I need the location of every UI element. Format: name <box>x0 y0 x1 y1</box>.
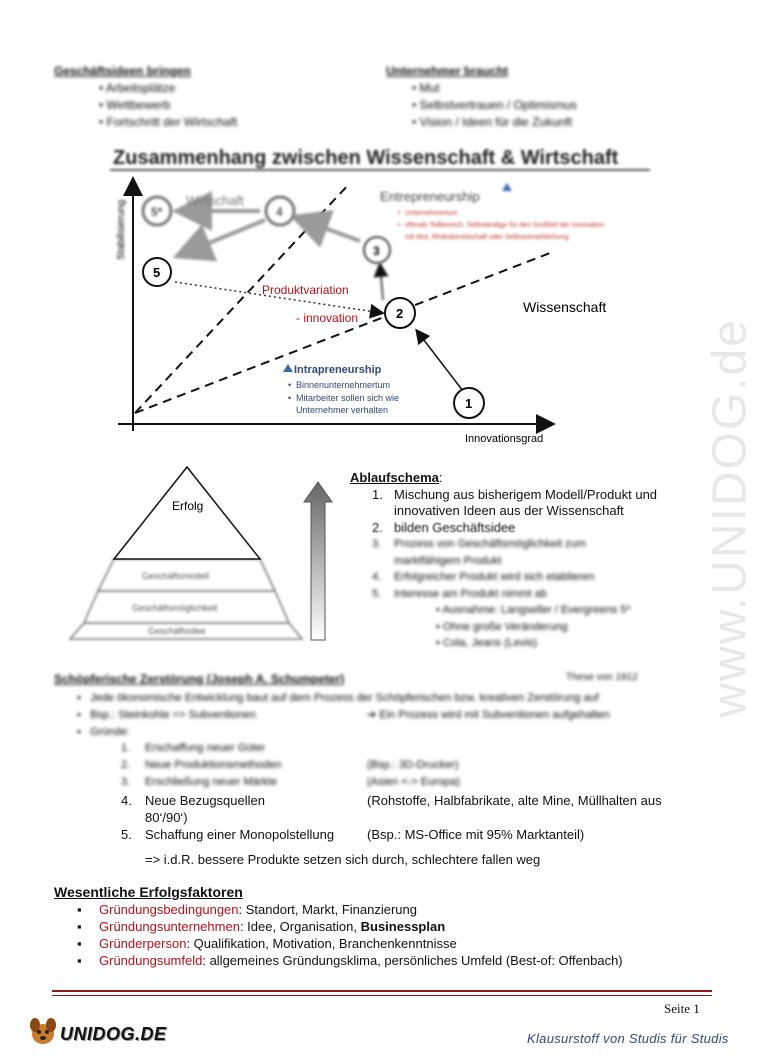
svg-text:2: 2 <box>396 306 404 321</box>
svg-text:5: 5 <box>153 265 161 280</box>
diagram-title: Zusammenhang zwischen Wissenschaft & Wirtschaft <box>113 147 619 169</box>
logo-text: UNIDOG.DE <box>60 1024 167 1044</box>
gradient-arrow-icon <box>304 482 332 640</box>
x-axis-label: Innovationsgrad <box>465 433 544 445</box>
list-item: 2. Neue Produktionsmethoden (Bsp.: 3D-Drucker) <box>121 759 459 771</box>
schumpeter-reasons <box>121 740 681 868</box>
list-item: Gründerperson: Qualifikation, Motivation, Branchenkenntnisse <box>99 936 457 951</box>
schumpeter-bullets: ▪ Jede ökonomische Entwicklung baut auf dem Prozess der Schöpferischen bzw. kreativen Zerstörung auf ▪ Bsp.: Steinkohle => Subventionen ➔ Ein Prozess wird mit Subventionen aufgehalten ▪ Gründe: <box>77 692 610 738</box>
list-item: 80‘/90‘) <box>145 810 188 825</box>
top-left-heading: Geschäftsideen bringen <box>54 64 191 78</box>
produktvariation-label-2: - innovation <box>296 311 359 325</box>
svg-text:mit Mut, Risikobereitschaft od: mit Mut, Risikobereitschaft oder Selbstverwirklichung <box>405 234 569 241</box>
svg-text:1: 1 <box>465 396 473 411</box>
list-item: 5. Schaffung einer Monopolstellung (Bsp.: MS-Office mit 95% Marktanteil) <box>121 827 585 842</box>
triangle-icon <box>283 364 293 372</box>
ablaufschema: Ablaufschema: 1. Mischung aus bisherigem Modell/Produkt und innovativen Ideen aus der Wissenschaft 2. bilden Geschäftsidee 3. Prozess von Geschäftsmöglichkeit zum marktfähigem Produkt 4. Erfolgreicher Produkt wird sich etablieren 5. Interesse am Produkt nimmt ab • Ausnahme: Langseller / Evergreens 5* • Ohne große Veränderung • Cola, Jeans (Levis) <box>350 470 658 649</box>
unidog-logo <box>26 1014 60 1053</box>
schumpeter-conclusion: => i.d.R. bessere Produkte setzen sich durch, schlechtere fallen weg <box>145 852 541 867</box>
svg-text:Unternehmertum: Unternehmertum <box>405 210 458 217</box>
intrapreneurship-title: Intrapreneurship <box>294 364 382 376</box>
svg-text:•: • <box>288 393 292 403</box>
list-item: • Arbeitsplätze <box>99 81 176 95</box>
list-item: • Selbstvertrauen / Optimismus <box>412 98 577 112</box>
svg-text:•: • <box>398 210 401 217</box>
watermark: www.UNIDOG.de <box>703 318 757 718</box>
list-item: • Vision / Ideen für die Zukunft <box>412 115 573 129</box>
pyramid-top <box>114 467 260 559</box>
svg-text:•: • <box>398 222 401 229</box>
list-item: Gründungsumfeld: allgemeines Gründungsklima, persönliches Umfeld (Best-of: Offenbach) <box>99 953 623 968</box>
schumpeter-heading: Schöpferische Zerstörung (Joseph A. Schumpeter) <box>54 672 345 686</box>
list-item: • Mut <box>412 81 440 95</box>
wissenschaft-wirtschaft-diagram <box>0 135 750 455</box>
schumpeter-note: These von 1912 <box>566 672 638 683</box>
list-item: • Fortschritt der Wirtschaft <box>99 115 238 129</box>
svg-text:oftmals Teilbereich, Selbständ: oftmals Teilbereich, Selbständige für den Großteil der Innovation <box>405 222 605 229</box>
schumpeter-heading-row <box>54 672 704 686</box>
svg-text:Unternehmer verhalten: Unternehmer verhalten <box>296 405 389 415</box>
wissenschaft-label: Wissenschaft <box>523 299 607 315</box>
top-left-list <box>54 64 354 131</box>
dog-icon <box>26 1014 60 1048</box>
entrepreneurship-title: Entrepreneurship <box>380 189 480 204</box>
svg-text:4: 4 <box>276 205 283 219</box>
erfolg-pyramid <box>50 462 350 642</box>
list-item: Gründungsbedingungen: Standort, Markt, Finanzierung <box>99 902 417 917</box>
list-item: Gründungsunternehmen: Idee, Organisation, Businessplan <box>99 919 446 934</box>
pyramid-level-2: Geschäftsmöglichkeit <box>132 603 218 613</box>
wirtschaft-label: Wirtschaft <box>186 193 244 208</box>
footer-tagline: Klausurstoff von Studis für Studis <box>527 1031 729 1046</box>
list-item: 1. Erschaffung neuer Güter <box>121 742 266 754</box>
list-item: 4. Neue Bezugsquellen (Rohstoffe, Halbfabrikate, alte Mine, Müllhalten aus <box>121 793 662 808</box>
y-axis-label: Stabilisierung <box>116 199 127 260</box>
ablauf-heading: Ablaufschema <box>350 470 439 485</box>
list-item: 3. Erschließung neuer Märkte (Asien <-> Europa) <box>121 776 460 788</box>
svg-text:Mitarbeiter sollen sich wie: Mitarbeiter sollen sich wie <box>296 393 400 403</box>
svg-text:Binnenunternehmertum: Binnenunternehmertum <box>296 380 391 390</box>
pyramid-level-1: Geschäftsmodell <box>142 571 210 581</box>
erfolgsfaktoren <box>54 884 734 969</box>
footer-line <box>52 990 712 992</box>
produktvariation-label: Produktvariation <box>262 283 349 297</box>
erfolgsfaktoren-heading: Wesentliche Erfolgsfaktoren <box>54 884 243 900</box>
page-number: Seite 1 <box>664 1001 700 1016</box>
top-right-heading: Unternehmer braucht <box>386 64 509 78</box>
pyramid-level-3: Geschäftsidee <box>148 626 206 636</box>
list-item: • Wettbewerb <box>99 98 171 112</box>
pyramid-top-label: Erfolg <box>172 499 204 513</box>
svg-text:•: • <box>288 380 292 390</box>
top-right-list <box>386 64 716 131</box>
svg-text:5*: 5* <box>151 205 163 219</box>
footer-line-2 <box>52 995 712 996</box>
svg-text:3: 3 <box>373 244 380 258</box>
